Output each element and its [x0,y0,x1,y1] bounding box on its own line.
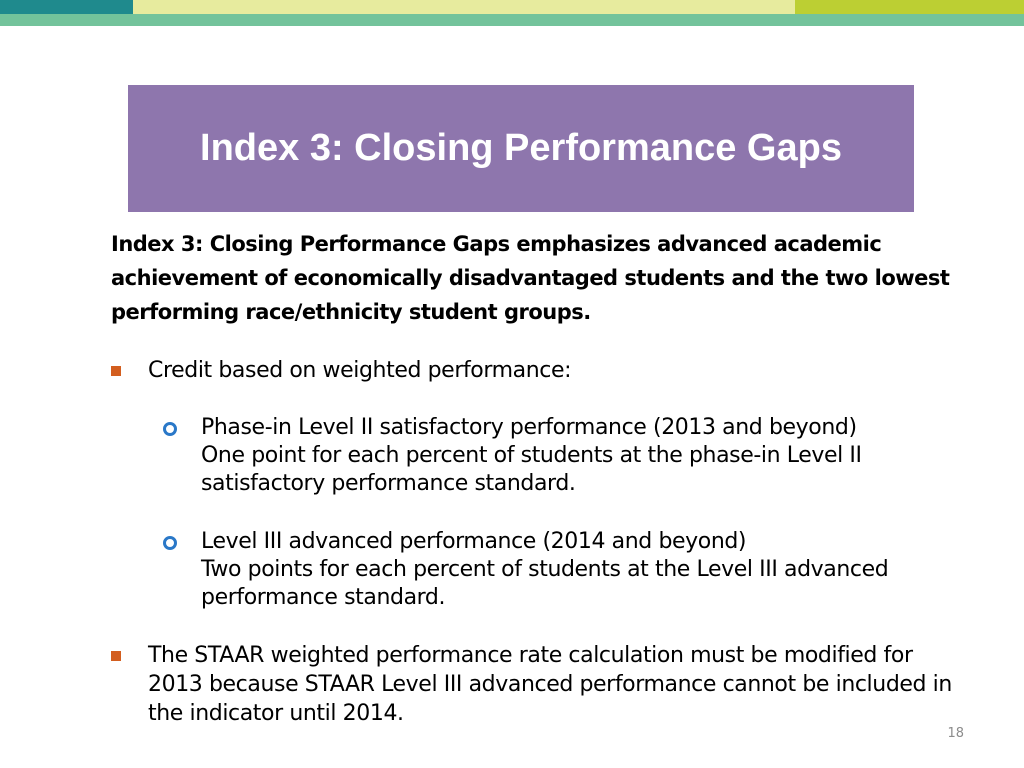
top-band-lime [795,0,1024,14]
bullet-text: Credit based on weighted performance: [148,358,572,383]
intro-line: achievement of economically disadvantaged students and the two lowest [111,266,950,290]
sub-bullet-line: satisfactory performance standard. [201,471,576,496]
bullet-line: the indicator until 2014. [148,701,404,726]
top-color-bar [0,0,1024,14]
page-number: 18 [947,726,964,741]
sub-bullet-line: performance standard. [201,585,446,610]
bullet-line: 2013 because STAAR Level III advanced performance cannot be included in [148,672,952,697]
bullet-text [148,641,983,728]
top-band-green [0,14,1024,26]
ring-bullet-icon [163,536,177,550]
top-band-pale [133,0,795,14]
sub-bullet-text [201,414,961,498]
sub-bullet-line: Two points for each percent of students at the Level III advanced [201,557,889,582]
intro-paragraph [111,227,961,329]
sub-bullet-line: Phase-in Level II satisfactory performance (2013 and beyond) [201,415,857,440]
intro-line: performing race/ethnicity student groups. [111,300,591,324]
slide-title: Index 3: Closing Performance Gaps [200,127,842,169]
sub-bullet-line: One point for each percent of students at the phase-in Level II [201,443,862,468]
slide-title-box [128,85,914,212]
bullet-line: The STAAR weighted performance rate calculation must be modified for [148,643,913,668]
intro-line: Index 3: Closing Performance Gaps emphasizes advanced academic [111,232,882,256]
ring-bullet-icon [163,422,177,436]
square-bullet-icon [111,366,121,376]
sub-bullet-text [201,528,961,612]
square-bullet-icon [111,651,121,661]
sub-bullet-line: Level III advanced performance (2014 and beyond) [201,529,747,554]
top-band-teal [0,0,133,14]
